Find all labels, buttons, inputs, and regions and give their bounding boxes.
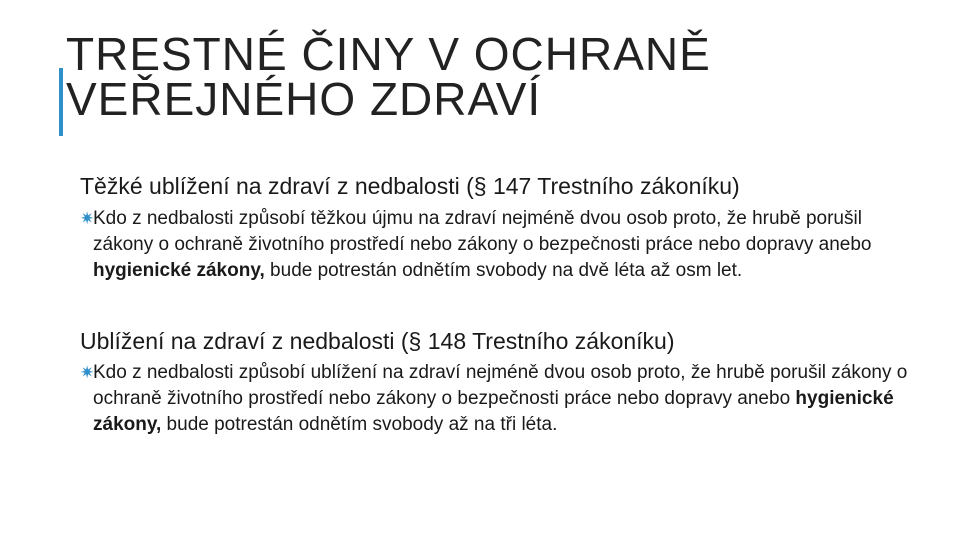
bullet-text-148-part2: bude potrestán odnětím svobody až na tři léta.	[161, 414, 558, 435]
bullet-text-147-bold: hygienické zákony,	[93, 260, 265, 281]
bullet-text-148	[80, 360, 913, 438]
star-bullet-icon: ✷	[80, 209, 95, 228]
slide-title-line-2: VEŘEJNÉHO ZDRAVÍ	[66, 73, 542, 125]
slide-title	[66, 28, 711, 125]
slide-title-line-1: TRESTNÉ ČINY V OCHRANĚ	[66, 28, 711, 80]
bullet-text-148-part1: Kdo z nedbalosti způsobí ublížení na zdraví nejméně dvou osob proto, že hrubě porušil zákony o ochraně životního prostředí nebo zákony o bezpečnosti práce nebo dopravy anebo	[93, 362, 908, 409]
star-bullet-icon: ✷	[80, 363, 95, 382]
section-heading-147: Těžké ublížení na zdraví z nedbalosti (§ 147 Trestního zákoníku)	[80, 173, 740, 199]
bullet-text-147-part1: Kdo z nedbalosti způsobí těžkou újmu na zdraví nejméně dvou osob proto, že hrubě porušil zákony o ochraně životního prostředí nebo zákony o bezpečnosti práce nebo dopravy anebo	[93, 208, 872, 255]
bullet-text-147	[80, 206, 913, 284]
title-accent-bar	[59, 68, 63, 136]
bullet-text-147-part2: bude potrestán odnětím svobody na dvě léta až osm let.	[264, 260, 743, 281]
bullet-text-148-bold: hygienické zákony,	[93, 388, 894, 435]
section-heading-148: Ublížení na zdraví z nedbalosti (§ 148 Trestního zákoníku)	[80, 328, 675, 354]
